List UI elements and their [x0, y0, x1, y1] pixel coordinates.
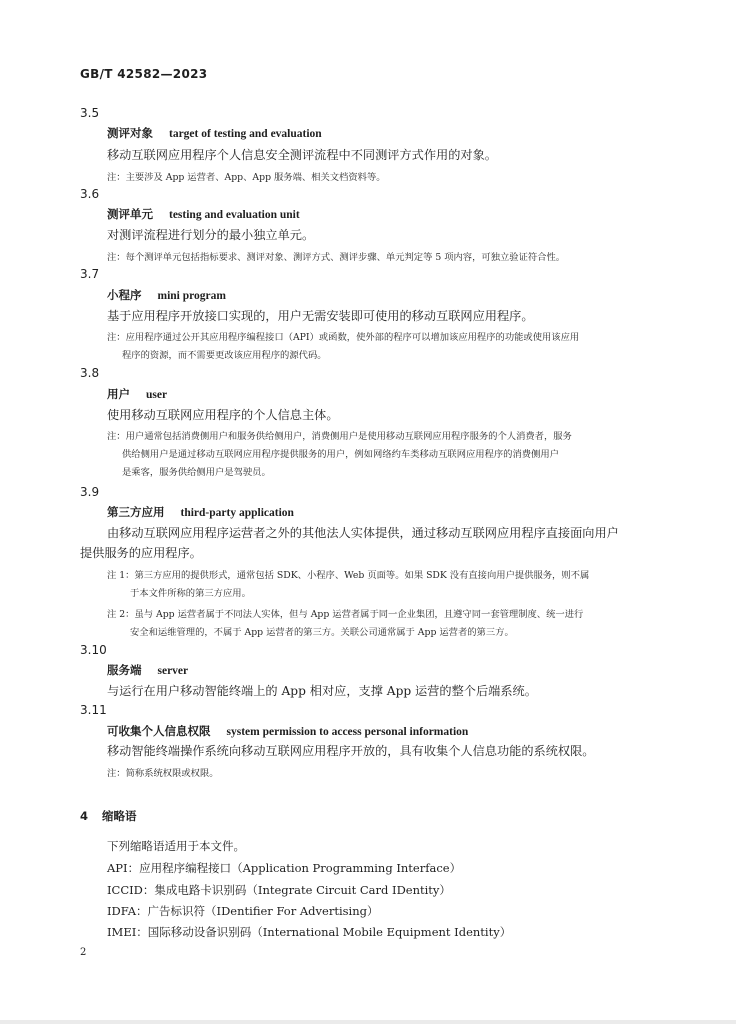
term-definition: 使用移动互联网应用程序的个人信息主体。 — [107, 408, 339, 422]
term-english: user — [146, 389, 168, 401]
abbreviation-intro: 下列缩略语适用于本文件。 — [107, 839, 245, 853]
term-heading — [107, 504, 294, 520]
term-note: 注：应用程序通过公开其应用程序编程接口（API）或函数，使外部的程序可以增加该应用程序的功能或使用该应用 — [107, 332, 580, 343]
term-note: 注：用户通常包括消费侧用户和服务供给侧用户，消费侧用户是使用移动互联网应用程序服务的个人消费者，服务 — [107, 431, 572, 442]
term-note: 注 1：第三方应用的提供形式，通常包括 SDK、小程序、Web 页面等。如果 SDK 没有直接向用户提供服务，则不属 — [107, 570, 590, 581]
term-note: 注：主要涉及 App 运营者、App、App 服务端、相关文档资料等。 — [107, 172, 386, 183]
page-number: 2 — [80, 947, 87, 958]
abbreviation-item: ICCID：集成电路卡识别码（Integrate Circuit Card IDentity） — [107, 883, 451, 897]
term-chinese: 用户 — [107, 387, 130, 401]
clause-number: 3.11 — [80, 703, 107, 717]
abbreviation-item: IMEI：国际移动设备识别码（International Mobile Equipment Identity） — [107, 925, 512, 939]
term-chinese: 小程序 — [107, 288, 142, 302]
abbreviation-item: IDFA：广告标识符（IDentifier For Advertising） — [107, 904, 379, 918]
term-english: server — [157, 665, 189, 677]
term-definition: 由移动互联网应用程序运营者之外的其他法人实体提供，通过移动互联网应用程序直接面向用户 — [107, 526, 619, 540]
term-note-continued: 供给侧用户是通过移动互联网应用程序提供服务的用户，例如网络约车类移动互联网应用程序的消费侧用户 — [122, 449, 559, 460]
term-english: mini program — [157, 290, 226, 302]
term-english: testing and evaluation unit — [169, 209, 300, 221]
term-definition: 移动互联网应用程序个人信息安全测评流程中不同测评方式作用的对象。 — [107, 148, 497, 162]
term-chinese: 可收集个人信息权限 — [107, 724, 211, 738]
term-chinese: 第三方应用 — [107, 505, 165, 519]
term-heading — [107, 386, 167, 402]
page-bottom-edge — [0, 1020, 736, 1024]
term-heading — [107, 206, 300, 222]
term-english: system permission to access personal information — [226, 726, 469, 738]
term-definition: 与运行在用户移动智能终端上的 App 相对应，支撑 App 运营的整个后端系统。 — [107, 684, 537, 698]
term-chinese: 测评单元 — [107, 207, 153, 221]
document-header: GB/T 42582—2023 — [80, 67, 208, 81]
term-definition: 基于应用程序开放接口实现的，用户无需安装即可使用的移动互联网应用程序。 — [107, 309, 534, 323]
term-heading — [107, 287, 226, 303]
term-note-continued: 安全和运维管理的，不属于 App 运营者的第三方。关联公司通常属于 App 运营者的第三方。 — [130, 627, 514, 638]
term-definition-continued: 提供服务的应用程序。 — [80, 546, 202, 560]
term-english: target of testing and evaluation — [169, 128, 322, 140]
term-note-continued: 于本文件所称的第三方应用。 — [130, 588, 251, 599]
term-heading — [107, 662, 188, 678]
section-number: 4 — [80, 809, 89, 823]
clause-number: 3.10 — [80, 643, 107, 657]
term-definition: 移动智能终端操作系统向移动互联网应用程序开放的，具有收集个人信息功能的系统权限。 — [107, 744, 595, 758]
clause-number: 3.6 — [80, 187, 100, 201]
term-note: 注：简称系统权限或权限。 — [107, 768, 219, 779]
term-english: third-party application — [180, 507, 294, 519]
section-heading — [80, 808, 137, 824]
term-note: 注：每个测评单元包括指标要求、测评对象、测评方式、测评步骤、单元判定等 5 项内容，可独立验证符合性。 — [107, 252, 566, 263]
clause-number: 3.9 — [80, 485, 100, 499]
term-heading — [107, 125, 322, 141]
clause-number: 3.7 — [80, 267, 100, 281]
clause-number: 3.5 — [80, 106, 100, 120]
term-definition: 对测评流程进行划分的最小独立单元。 — [107, 228, 315, 242]
term-note: 注 2：虽与 App 运营者属于不同法人实体，但与 App 运营者属于同一企业集团，且遵守同一套管理制度、统一进行 — [107, 609, 584, 620]
term-heading — [107, 723, 468, 739]
section-title: 缩略语 — [102, 809, 137, 823]
term-note-continued: 是乘客，服务供给侧用户是驾驶员。 — [122, 467, 271, 478]
term-note-continued: 程序的资源，而不需要更改该应用程序的源代码。 — [122, 350, 327, 361]
term-chinese: 测评对象 — [107, 126, 153, 140]
clause-number: 3.8 — [80, 366, 100, 380]
term-chinese: 服务端 — [107, 663, 142, 677]
abbreviation-item: API：应用程序编程接口（Application Programming Interface） — [107, 861, 462, 875]
